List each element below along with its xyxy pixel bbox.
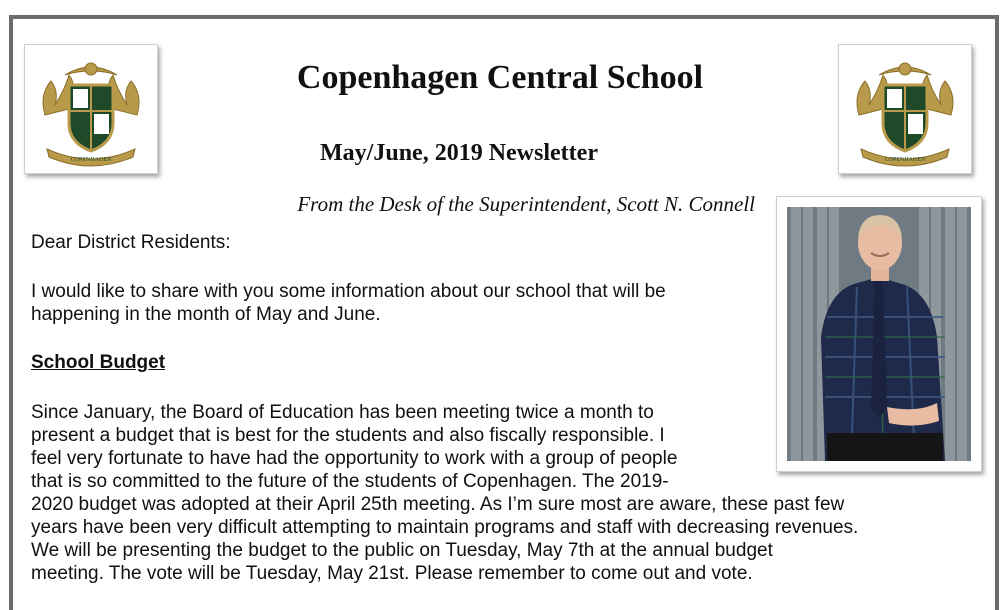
crest-label: COPENHAGEN xyxy=(70,157,112,163)
budget-paragraph-line: Since January, the Board of Education has been meeting twice a month to xyxy=(31,402,654,423)
budget-paragraph-line: We will be presenting the budget to the public on Tuesday, May 7th at the annual budget xyxy=(31,540,773,561)
school-name-title: Copenhagen Central School xyxy=(296,59,704,96)
section-heading-school-budget: School Budget xyxy=(31,352,166,373)
superintendent-photo xyxy=(776,196,982,472)
portrait-image xyxy=(787,207,971,461)
budget-paragraph-line: meeting. The vote will be Tuesday, May 21st. Please remember to come out and vote. xyxy=(31,563,753,584)
budget-paragraph-line: feel very fortunate to have had the opportunity to work with a group of people xyxy=(31,448,678,469)
budget-paragraph-line: years have been very difficult attempting to maintain programs and staff with decreasing revenues. xyxy=(31,517,859,538)
budget-paragraph-line: that is so committed to the future of the students of Copenhagen. The 2019- xyxy=(31,471,669,492)
budget-paragraph-line: 2020 budget was adopted at their April 25th meeting. As I’m sure most are aware, these past few xyxy=(31,494,845,515)
superintendent-byline: From the Desk of the Superintendent, Scott N. Connell xyxy=(297,192,755,216)
intro-paragraph-line: happening in the month of May and June. xyxy=(31,304,381,325)
crest-label: COPENHAGEN xyxy=(884,157,926,163)
salutation: Dear District Residents: xyxy=(31,232,231,253)
newsletter-subtitle: May/June, 2019 Newsletter xyxy=(320,140,598,166)
budget-paragraph-line: present a budget that is best for the students and also fiscally responsible. I xyxy=(31,425,665,446)
intro-paragraph-line: I would like to share with you some information about our school that will be xyxy=(31,281,666,302)
